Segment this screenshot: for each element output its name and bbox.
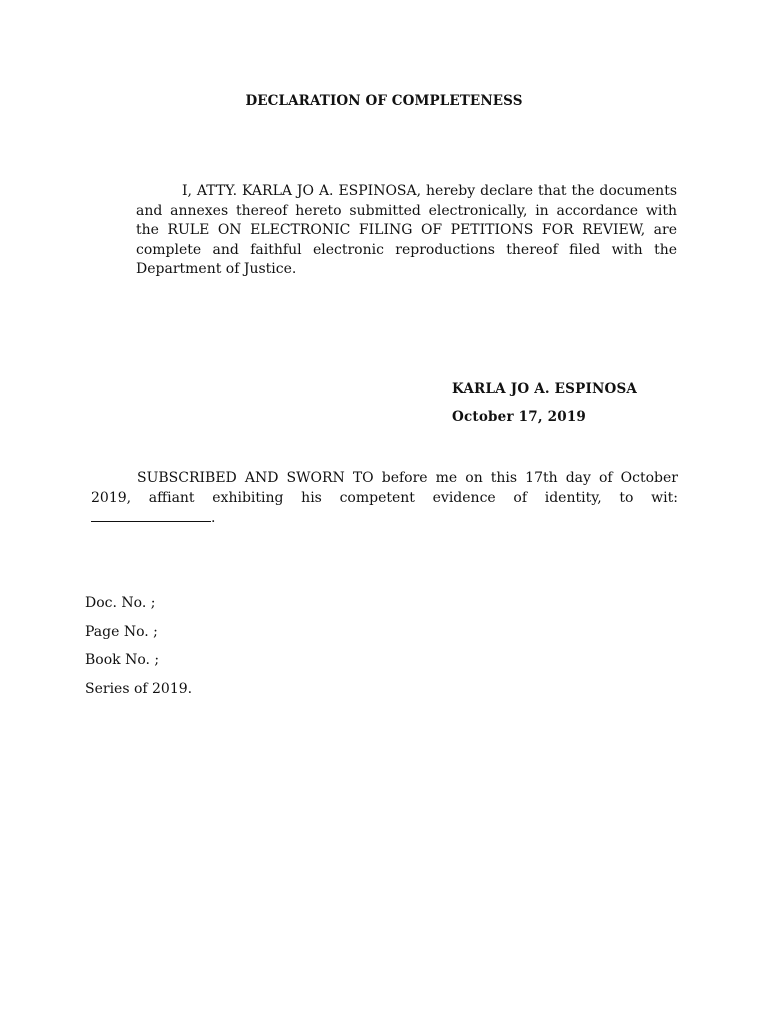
blank-suffix: . xyxy=(211,510,216,526)
signatory-name: KARLA JO A. ESPINOSA xyxy=(452,381,638,397)
book-no-line: Book No. ; xyxy=(85,652,160,668)
series-line: Series of 2019. xyxy=(85,681,193,697)
identity-blank-line xyxy=(91,508,211,522)
doc-no-line: Doc. No. ; xyxy=(85,595,156,611)
declaration-paragraph: I, ATTY. KARLA JO A. ESPINOSA, hereby declare that the documents and annexes thereof hereto submitted electronically, in accordance with the RULE ON ELECTRONIC FILING OF PETITIONS FOR REVIEW, are complete and faithful electronic reproductions thereof filed with the Department of Justice. xyxy=(136,183,677,277)
document-title: DECLARATION OF COMPLETENESS xyxy=(245,93,523,109)
jurat-paragraph: SUBSCRIBED AND SWORN TO before me on this 17th day of October 2019, affiant exhibiting his competent evidence of identity, to wit: xyxy=(91,470,678,506)
page-no-line: Page No. ; xyxy=(85,624,158,640)
identity-evidence-line xyxy=(91,508,215,528)
signatory-date: October 17, 2019 xyxy=(452,409,587,425)
